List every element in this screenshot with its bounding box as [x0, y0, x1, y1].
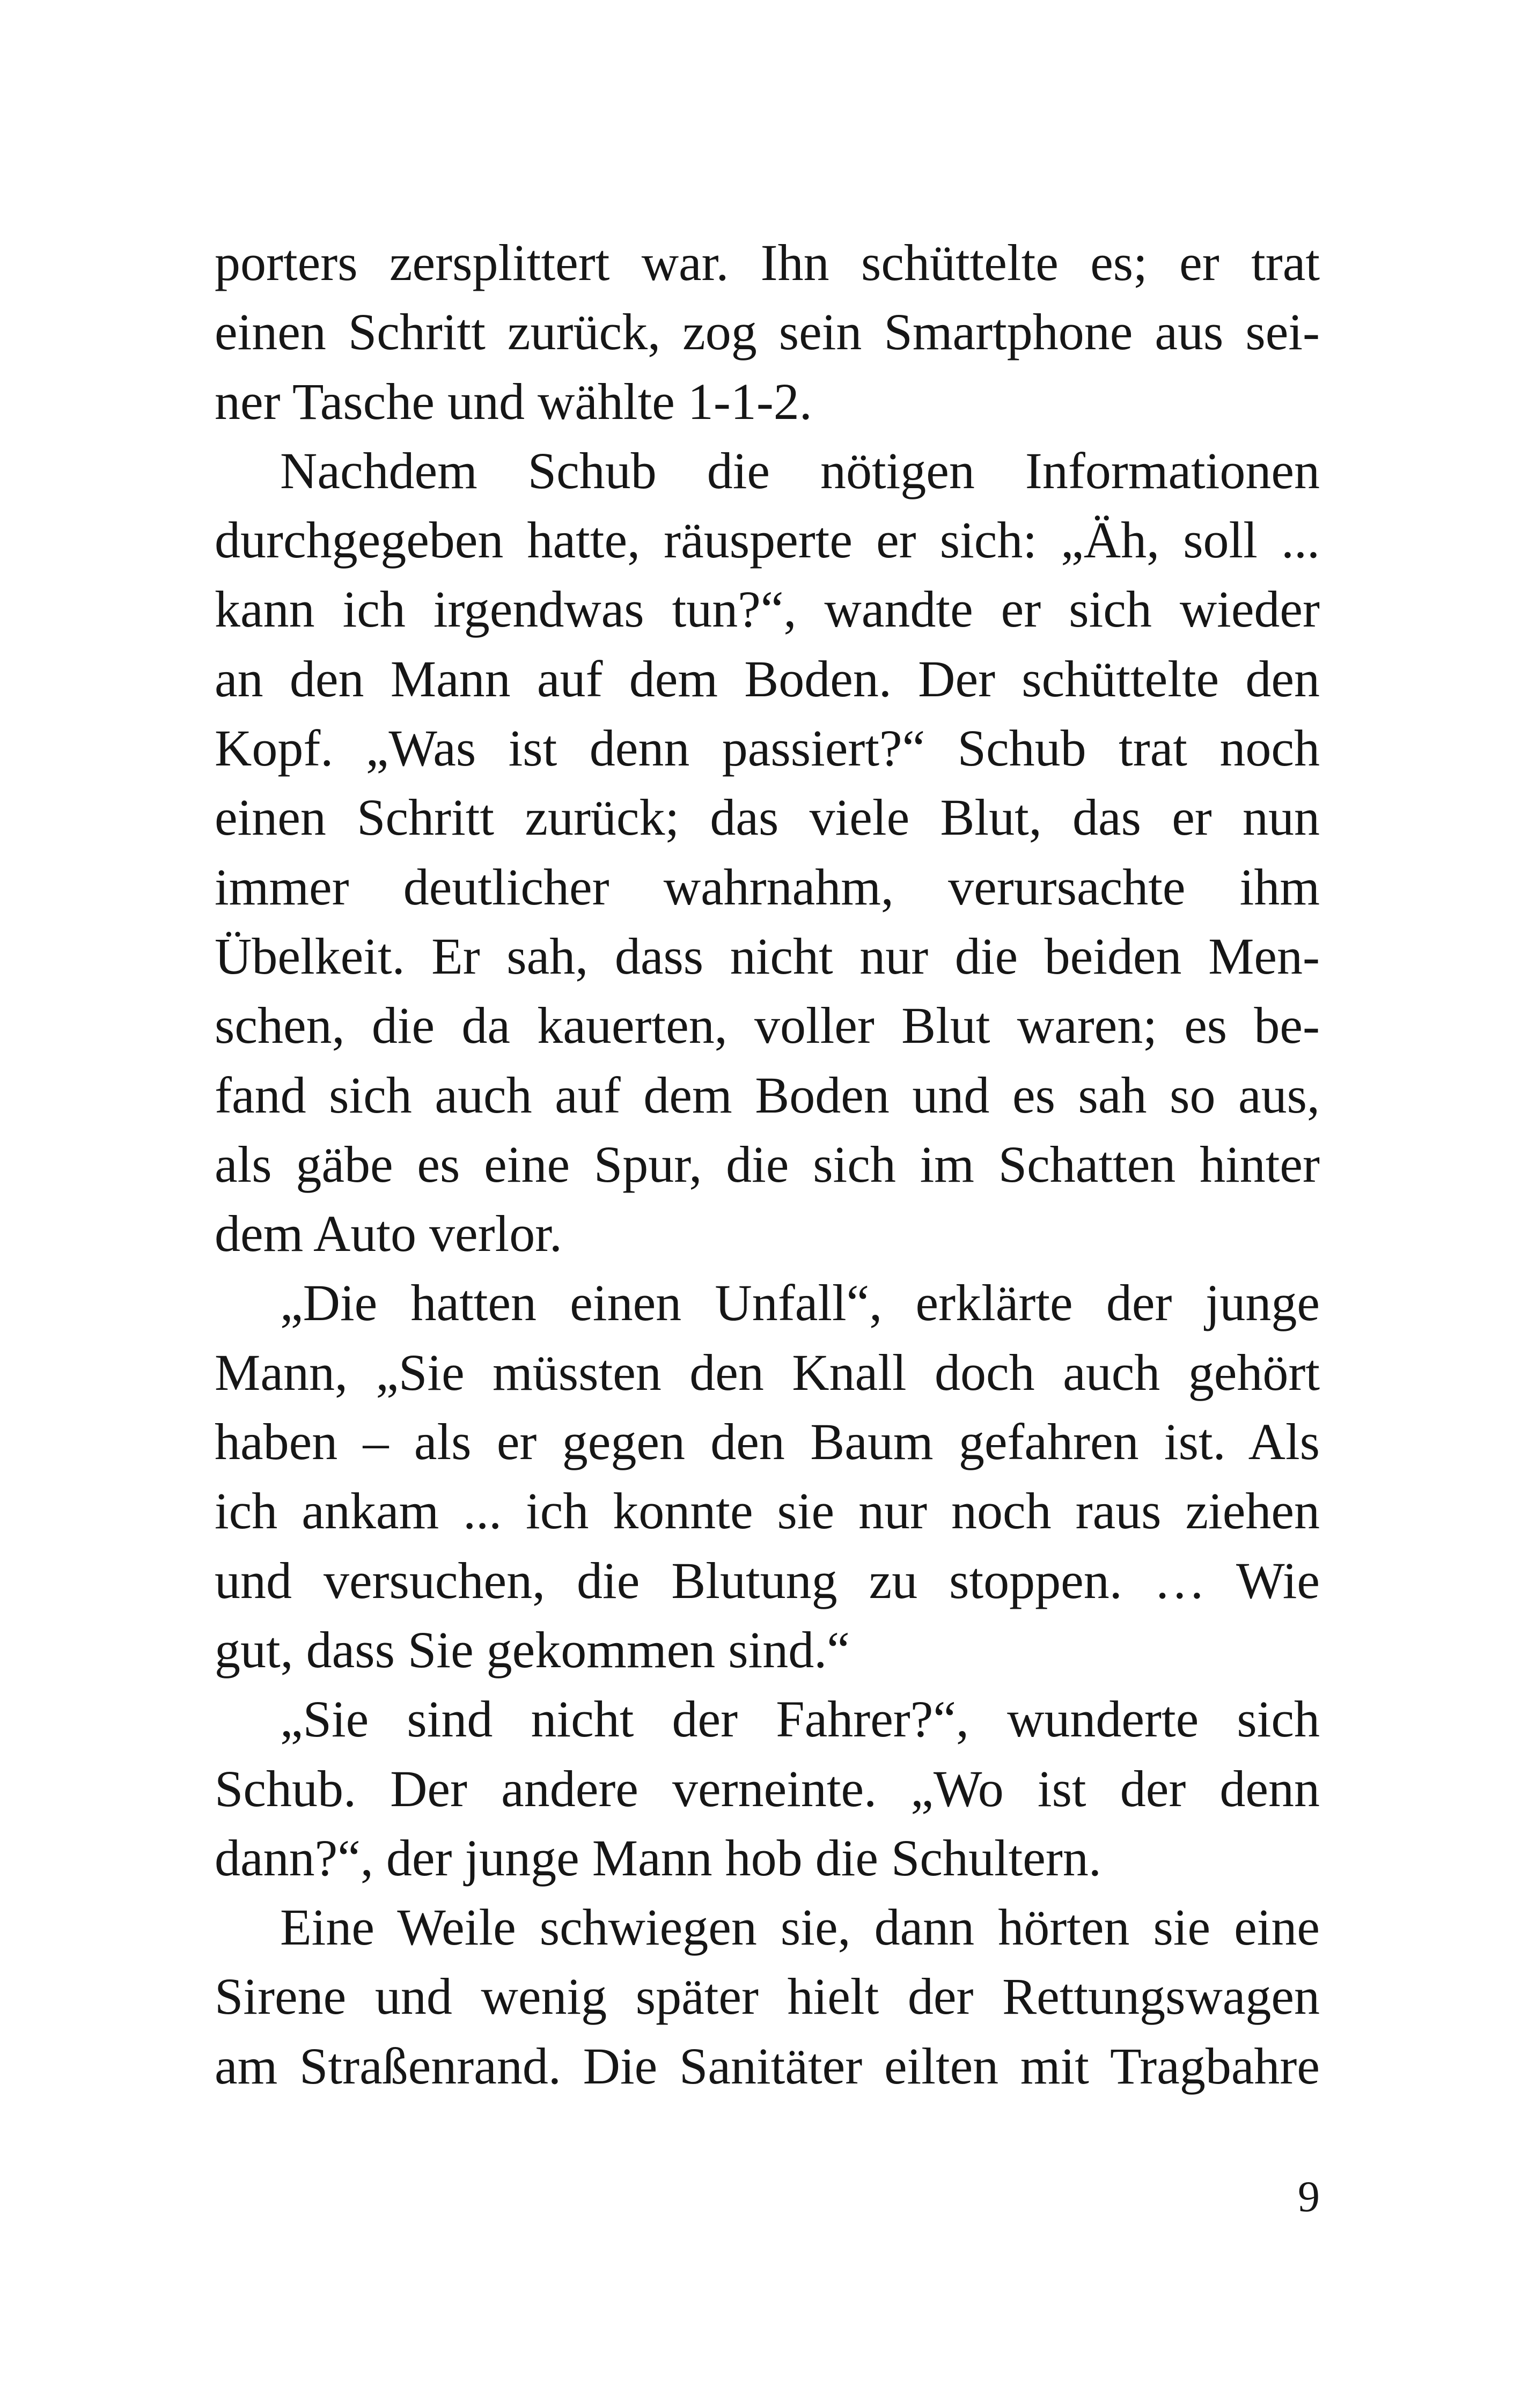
text-line: gut, dass Sie gekommen sind.“ [215, 1621, 850, 1678]
text-line: Übelkeit. Er sah, dass nicht nur die beiden Men- [215, 927, 1320, 985]
text-line: einen Schritt zurück; das viele Blut, das er nun [215, 789, 1320, 846]
page-number: 9 [1298, 2172, 1320, 2221]
text-line: dann?“, der junge Mann hob die Schultern. [215, 1829, 1101, 1887]
body-text [215, 228, 1320, 2101]
text-line: porters zersplittert war. Ihn schüttelte es; er trat [215, 234, 1320, 291]
text-line: fand sich auch auf dem Boden und es sah so aus, [215, 1066, 1320, 1124]
text-line: immer deutlicher wahrnahm, verursachte ihm [215, 858, 1320, 916]
text-line: kann ich irgendwas tun?“, wandte er sich wieder [215, 580, 1320, 638]
paragraph-5 [215, 1892, 1320, 2101]
text-line: „Die hatten einen Unfall“, erklärte der junge [280, 1274, 1320, 1332]
text-line: und versuchen, die Blutung zu stoppen. … Wie [215, 1551, 1320, 1609]
text-line: schen, die da kauerten, voller Blut waren; es be- [215, 997, 1320, 1055]
text-line: Sirene und wenig später hielt der Rettungswagen [215, 1968, 1320, 2026]
text-line: haben – als er gegen den Baum gefahren ist. Als [215, 1413, 1320, 1471]
text-line: Eine Weile schwiegen sie, dann hörten sie eine [280, 1898, 1320, 1956]
paragraph-3 [215, 1268, 1320, 1684]
text-line: Schub. Der andere verneinte. „Wo ist der denn [215, 1759, 1320, 1817]
text-line: Mann, „Sie müssten den Knall doch auch gehört [215, 1343, 1320, 1401]
text-line: Kopf. „Was ist denn passiert?“ Schub trat noch [215, 719, 1320, 777]
paragraph-4 [215, 1684, 1320, 1892]
text-line: Nachdem Schub die nötigen Informationen [280, 441, 1320, 499]
text-line: dem Auto verlor. [215, 1205, 562, 1263]
text-line: einen Schritt zurück, zog sein Smartphone aus sei- [215, 303, 1320, 361]
text-line: ner Tasche und wählte 1-1-2. [215, 372, 812, 430]
paragraph-1 [215, 228, 1320, 436]
text-line: „Sie sind nicht der Fahrer?“, wunderte sich [280, 1690, 1320, 1748]
text-line: als gäbe es eine Spur, die sich im Schatten hinter [215, 1135, 1320, 1193]
text-line: ich ankam ... ich konnte sie nur noch raus ziehen [215, 1482, 1320, 1540]
text-line: am Straßenrand. Die Sanitäter eilten mit Tragbahre [215, 2037, 1320, 2095]
text-line: an den Mann auf dem Boden. Der schüttelte den [215, 650, 1320, 708]
paragraph-2 [215, 436, 1320, 1269]
text-line: durchgegeben hatte, räusperte er sich: „Äh, soll ... [215, 511, 1320, 569]
